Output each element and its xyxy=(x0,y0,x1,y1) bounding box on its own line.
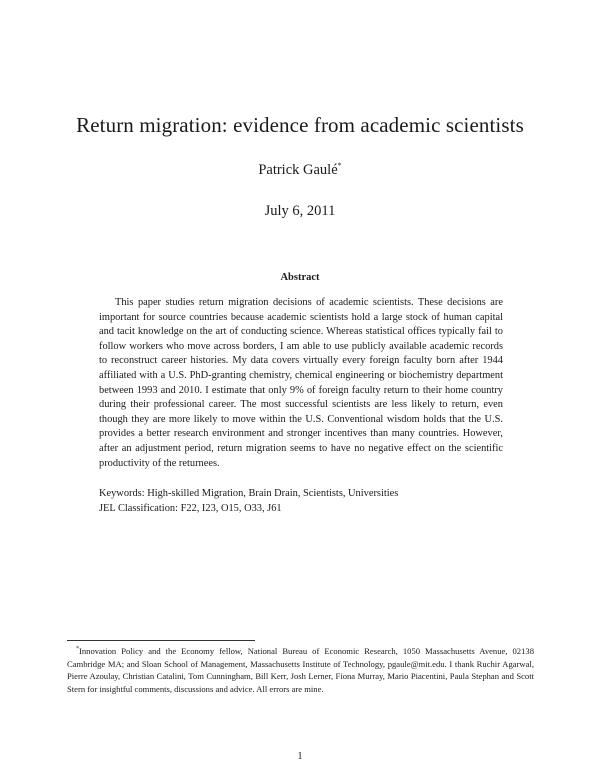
abstract-heading: Abstract xyxy=(280,272,320,283)
footnote xyxy=(67,645,534,695)
abstract-body: This paper studies return migration decisions of academic scientists. These decisions are important for source countries because academic scientists hold a large stock of human capital and tacit knowledge on the art of conducting science. Whereas statistical offices typically fail to follow workers who move across borders, I am able to use publicly available academic records to reconstruct career histories. My data covers virtually every foreign faculty born after 1944 affiliated with a U.S. PhD-granting chemistry, chemical engineering or biochemistry department between 1993 and 2010. I estimate that only 9% of foreign faculty return to their home country during their professional career. The most successful scientists are less likely to return, even though they are more likely to move within the U.S. Conventional wisdom holds that the U.S. provides a better research environment and stronger incentives than many countries. However, after an adjustment period, return migration seems to have no negative effect on the scientific productivity of the returnees. xyxy=(99,297,503,469)
jel-classification: JEL Classification: F22, I23, O15, O33, J61 xyxy=(99,503,282,514)
author-footnote-mark[interactable]: * xyxy=(337,161,342,171)
keywords-line: Keywords: High-skilled Migration, Brain Drain, Scientists, Universities xyxy=(99,488,399,499)
paper-date: July 6, 2011 xyxy=(264,203,336,219)
footnote-rule xyxy=(67,640,255,641)
footnote-mark: * xyxy=(76,646,79,653)
author-name: Patrick Gaulé xyxy=(258,162,338,178)
footnote-text: Innovation Policy and the Economy fellow, National Bureau of Economic Research, 1050 Massachusetts Avenue, 02138 Cambridge MA; and Sloan School of Management, Massachusetts Institute of Technology, pgaule@mit.edu. I thank Ruchir Agarwal, Pierre Azoulay, Christian Catalini, Tom Cunningham, Bill Kerr, Josh Lerner, Fiona Murray, Mario Piacentini, Paula Stephan and Scott Stern for insightful comments, discussions and advice. All errors are mine. xyxy=(67,646,534,694)
page-number: 1 xyxy=(297,751,303,762)
paper-title: Return migration: evidence from academic scientists xyxy=(76,113,524,137)
author-line xyxy=(0,162,600,179)
